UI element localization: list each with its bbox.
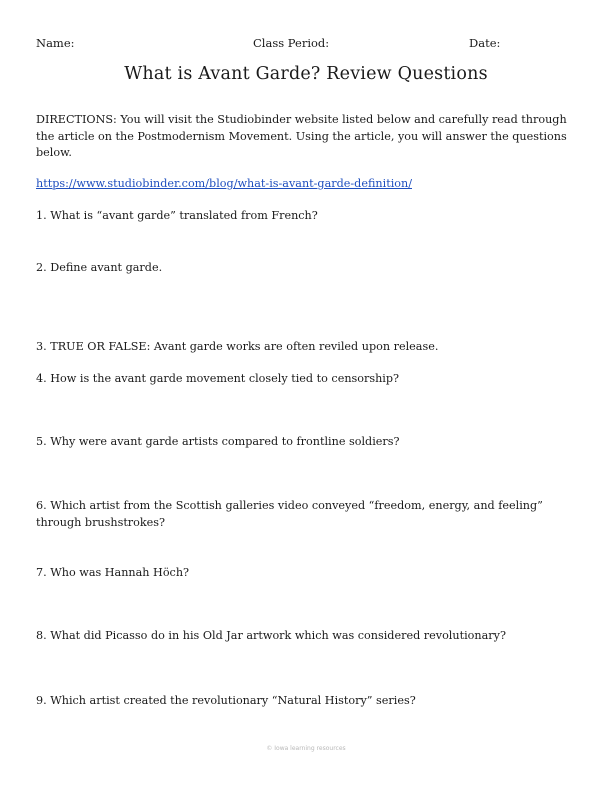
question-8 <box>36 628 576 645</box>
worksheet-header <box>0 36 612 52</box>
question-6 <box>36 498 576 531</box>
question-text: What is “avant garde” translated from French? <box>50 209 318 222</box>
question-9 <box>36 693 576 710</box>
question-5 <box>36 434 576 451</box>
directions-text: DIRECTIONS: You will visit the Studiobinder website listed below and carefully read through the article on the Postmodernism Movement. Using the article, you will answer the questions below. <box>36 113 567 159</box>
question-3 <box>36 339 576 356</box>
question-text: How is the avant garde movement closely tied to censorship? <box>50 372 400 385</box>
name-label: Name: <box>36 36 75 50</box>
question-4 <box>36 371 576 388</box>
question-1 <box>36 208 576 225</box>
question-number: 7. <box>36 566 47 579</box>
date-label: Date: <box>469 36 501 50</box>
copyright-footer: © Iowa learning resources <box>266 745 346 752</box>
article-link[interactable]: https://www.studiobinder.com/blog/what-is-avant-garde-definition/ <box>36 177 412 190</box>
question-number: 3. <box>36 340 47 353</box>
class-period-label: Class Period: <box>253 36 330 50</box>
question-text: Define avant garde. <box>50 261 163 274</box>
question-number: 9. <box>36 694 47 707</box>
question-text: TRUE OR FALSE: Avant garde works are often reviled upon release. <box>50 340 439 353</box>
question-number: 4. <box>36 372 47 385</box>
page-title: What is Avant Garde? Review Questions <box>124 64 488 84</box>
question-number: 1. <box>36 209 47 222</box>
question-text: Which artist from the Scottish galleries video conveyed “freedom, energy, and feeling” through brushstrokes? <box>36 499 543 529</box>
question-7 <box>36 565 576 582</box>
question-2 <box>36 260 576 277</box>
question-number: 5. <box>36 435 47 448</box>
question-text: Who was Hannah Höch? <box>50 566 190 579</box>
question-text: Why were avant garde artists compared to frontline soldiers? <box>50 435 400 448</box>
question-number: 2. <box>36 261 47 274</box>
question-number: 8. <box>36 629 47 642</box>
question-text: What did Picasso do in his Old Jar artwork which was considered revolutionary? <box>50 629 506 642</box>
question-number: 6. <box>36 499 47 512</box>
question-text: Which artist created the revolutionary “Natural History” series? <box>50 694 416 707</box>
